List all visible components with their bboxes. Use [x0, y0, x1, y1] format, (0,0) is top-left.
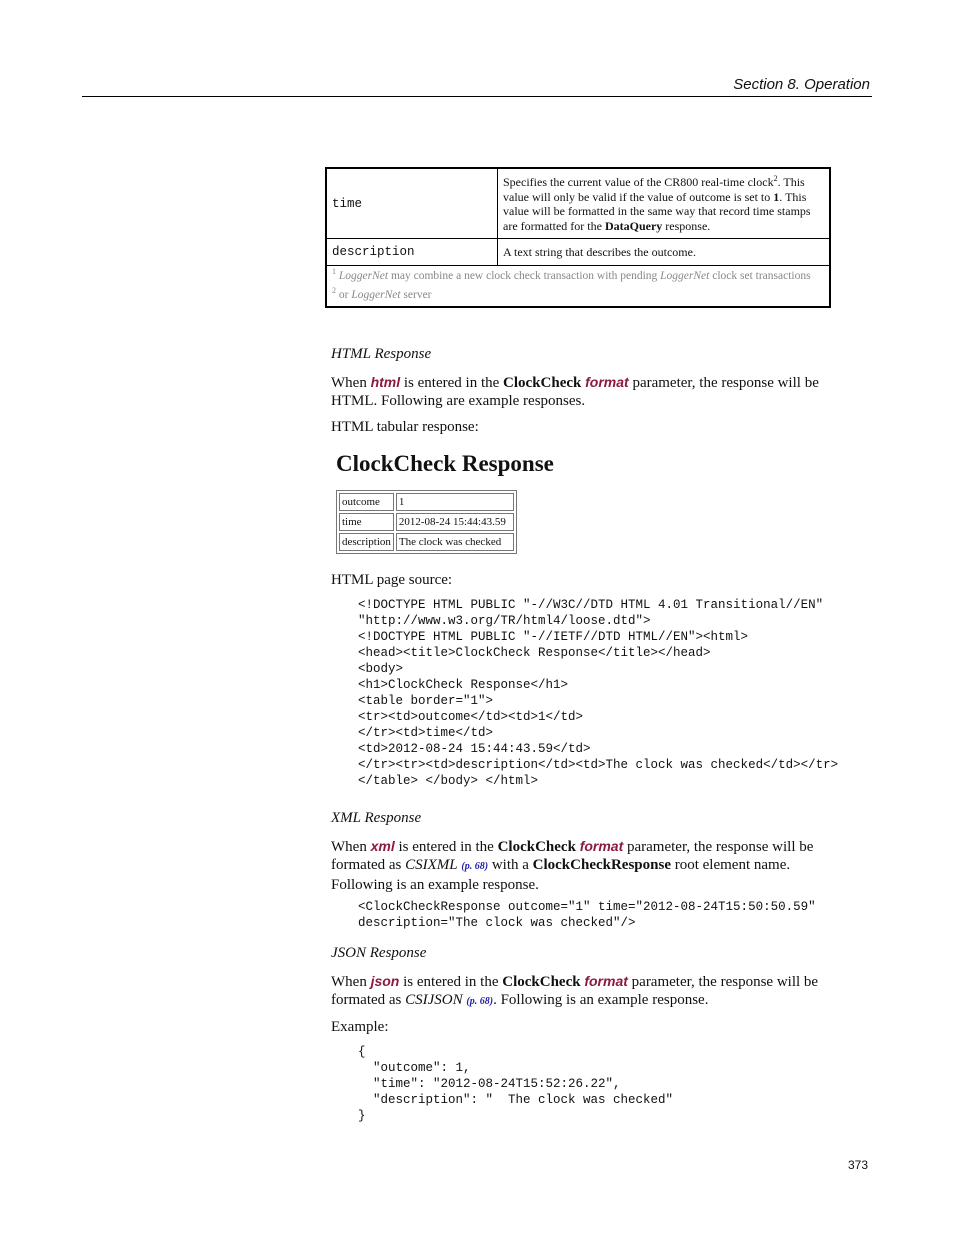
keyword: format	[585, 374, 629, 390]
text: When	[331, 839, 371, 855]
cell-value: The clock was checked	[396, 533, 514, 551]
section-title: Section 8. Operation	[733, 76, 870, 93]
cell-key: description	[339, 533, 394, 551]
cell-value: 1	[396, 493, 514, 511]
text: parameter, the response will be formated as	[331, 974, 819, 1008]
table-footnotes	[326, 265, 830, 307]
cell-value: 2012-08-24 15:44:43.59	[396, 513, 514, 531]
footnote-ref: 2	[773, 174, 778, 183]
html-source-code: <!DOCTYPE HTML PUBLIC "-//W3C//DTD HTML 4.01 Transitional//EN" "http://www.w3.org/TR/html4/loose.dtd"> <!DOCTYPE HTML PUBLIC "-//IETF//DTD HTML//EN"><html> <head><title>ClockCheck Response</title></head> <body> <h1>ClockCheck Response</h1> <table border="1"> <tr><td>outcome</td><td>1</td> </tr><td>time</td> <td>2012-08-24 15:44:43.59</td> </tr><tr><td>description</td><td>The clock was checked</td></tr> </table> </body> </html>	[358, 598, 839, 788]
param-name: time	[326, 168, 498, 239]
table-row	[326, 239, 830, 266]
desc-text: . This value will only be valid if the value of outcome is set to	[503, 175, 805, 204]
footnote-2	[332, 288, 824, 302]
json-response-paragraph	[331, 972, 841, 1011]
xml-example-code: <ClockCheckResponse outcome="1" time="2012-08-24T15:50:50.59" description="The clock was checked"/>	[358, 900, 816, 930]
text: parameter, the response will be HTML. Following are example responses.	[331, 375, 819, 409]
keyword: json	[370, 973, 400, 989]
footnote-text: LoggerNet	[351, 288, 401, 301]
bold-term: ClockCheckResponse	[532, 857, 671, 873]
json-example-code: { "outcome": 1, "time": "2012-08-24T15:52:26.22", "description": " The clock was checked" }	[358, 1045, 674, 1123]
page-reference-link[interactable]: (p. 68)	[461, 861, 489, 872]
text: root element name. Following is an example response.	[331, 857, 791, 893]
page-reference-link[interactable]: (p. 68)	[466, 996, 494, 1007]
html-response-screenshot	[333, 447, 573, 557]
screenshot-table	[336, 490, 517, 554]
text: When	[331, 375, 371, 391]
cell-key: outcome	[339, 493, 394, 511]
italic-term: CSIJSON	[405, 992, 463, 1008]
desc-text: . This value will be formatted in the same way that record time stamps are formatted for the	[503, 189, 811, 233]
param-name: description	[326, 239, 498, 266]
table-row	[339, 513, 514, 531]
footnote-mark: 1	[332, 267, 336, 277]
page-header	[82, 76, 872, 97]
desc-text: Specifies the current value of the CR800 real-time clock	[503, 175, 774, 189]
keyword: xml	[370, 838, 395, 854]
example-label: Example:	[331, 1019, 389, 1035]
text: is entered in the	[394, 839, 498, 855]
footnote-text: LoggerNet	[338, 269, 389, 282]
desc-text: response.	[662, 218, 711, 233]
table-row	[326, 168, 830, 239]
footnote-mark: 2	[332, 286, 336, 296]
bold-term: ClockCheck	[503, 375, 582, 391]
html-response-paragraph	[331, 373, 841, 410]
html-tabular-label: HTML tabular response:	[331, 419, 479, 435]
screenshot-title: ClockCheck Response	[336, 451, 554, 476]
bold-term: ClockCheck	[502, 974, 581, 990]
footnote-text: LoggerNet	[660, 269, 710, 282]
desc-bold: 1	[773, 189, 780, 204]
footnote-text: may combine a new clock check transaction with pending	[388, 269, 661, 282]
text: is entered in the	[400, 375, 504, 391]
table-notes-row	[326, 265, 830, 307]
xml-response-paragraph	[331, 837, 841, 894]
text: When	[331, 974, 371, 990]
footnote-text: clock set transactions	[709, 269, 811, 282]
page-number: 373	[848, 1158, 869, 1172]
text: parameter, the response will be formated as	[331, 839, 814, 873]
parameter-table	[325, 167, 831, 308]
param-description: A text string that describes the outcome.	[498, 239, 831, 266]
desc-bold: DataQuery	[604, 218, 663, 233]
text: with a	[488, 857, 533, 873]
footnote-text: or	[336, 288, 352, 301]
cell-key: time	[339, 513, 394, 531]
text: is entered in the	[399, 974, 503, 990]
json-response-heading: JSON Response	[331, 945, 427, 961]
keyword: format	[579, 838, 624, 854]
footnote-text: server	[400, 288, 432, 301]
html-source-label: HTML page source:	[331, 572, 453, 588]
italic-term: CSIXML	[405, 857, 458, 873]
text: . Following is an example response.	[493, 992, 709, 1008]
table-row	[339, 493, 514, 511]
html-response-heading: HTML Response	[331, 346, 432, 362]
table-row	[339, 533, 514, 551]
footnote-1	[332, 269, 824, 283]
param-description	[498, 168, 831, 239]
keyword: html	[370, 374, 401, 390]
xml-response-heading: XML Response	[331, 810, 422, 826]
bold-term: ClockCheck	[497, 839, 576, 855]
keyword: format	[584, 973, 628, 989]
